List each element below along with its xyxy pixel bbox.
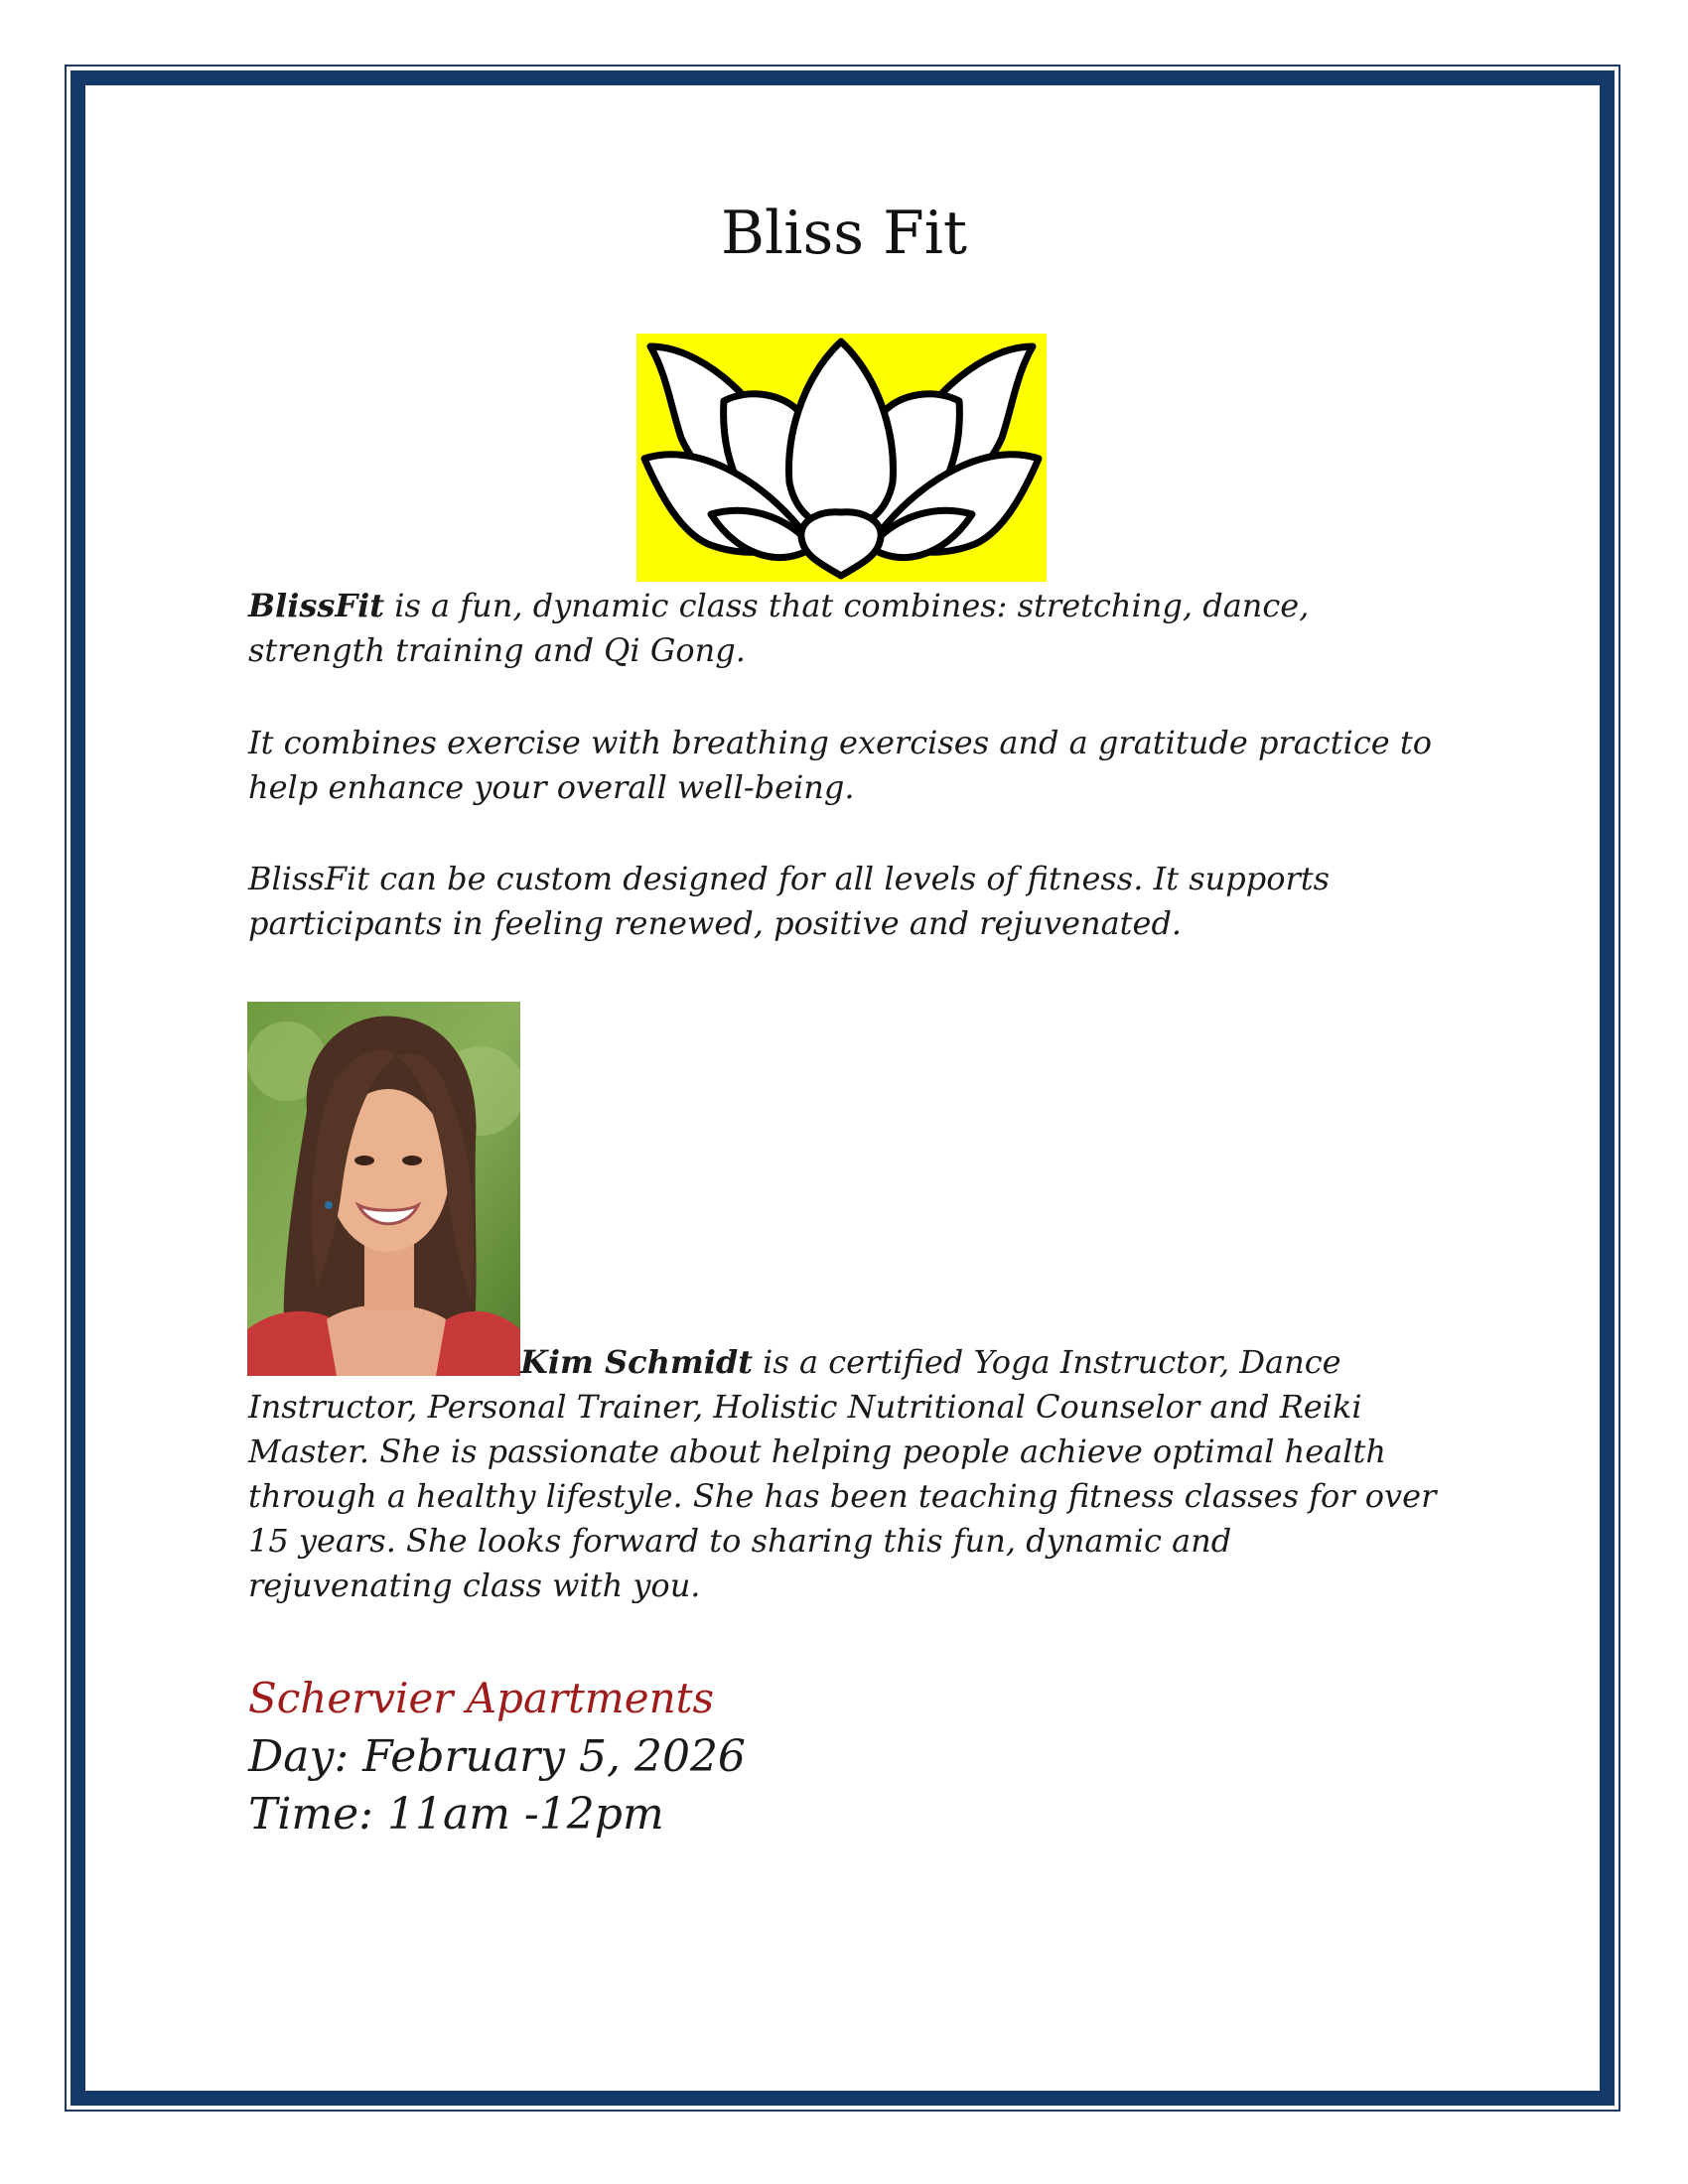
brand-name: BlissFit <box>248 587 385 624</box>
event-time: Time: 11am -12pm <box>248 1789 664 1840</box>
page-title: Bliss Fit <box>720 199 968 268</box>
instructor-name: Kim Schmidt <box>520 1343 753 1381</box>
lotus-flower-icon <box>636 334 1047 582</box>
instructor-photo <box>247 1002 520 1376</box>
intro-paragraph-3: BlissFit can be custom designed for all levels of fitness. It supports participants in feeling renewed, positive and rejuvenated. <box>248 860 1331 942</box>
event-day: Day: February 5, 2026 <box>248 1731 746 1782</box>
instructor-bio <box>248 1340 1440 1608</box>
intro-text-1: is a fun, dynamic class that combines: stretching, dance, strength training and Qi Gong. <box>248 587 1310 669</box>
intro-paragraph-2: It combines exercise with breathing exercises and a gratitude practice to help enhance your overall well-being. <box>248 724 1432 806</box>
instructor-bio-text: is a certified Yoga Instructor, Dance Instructor, Personal Trainer, Holistic Nutritional Counselor and Reiki Master. She is passionate about helping people achieve optimal health through a healthy lifestyle. She has been teaching fitness classes for over 15 years. She looks forward to sharing this fun, dynamic and rejuvenating class with you. <box>248 1343 1437 1604</box>
lotus-logo <box>636 334 1047 582</box>
venue-name: Schervier Apartments <box>248 1674 715 1722</box>
intro-paragraph-1 <box>248 584 1440 673</box>
